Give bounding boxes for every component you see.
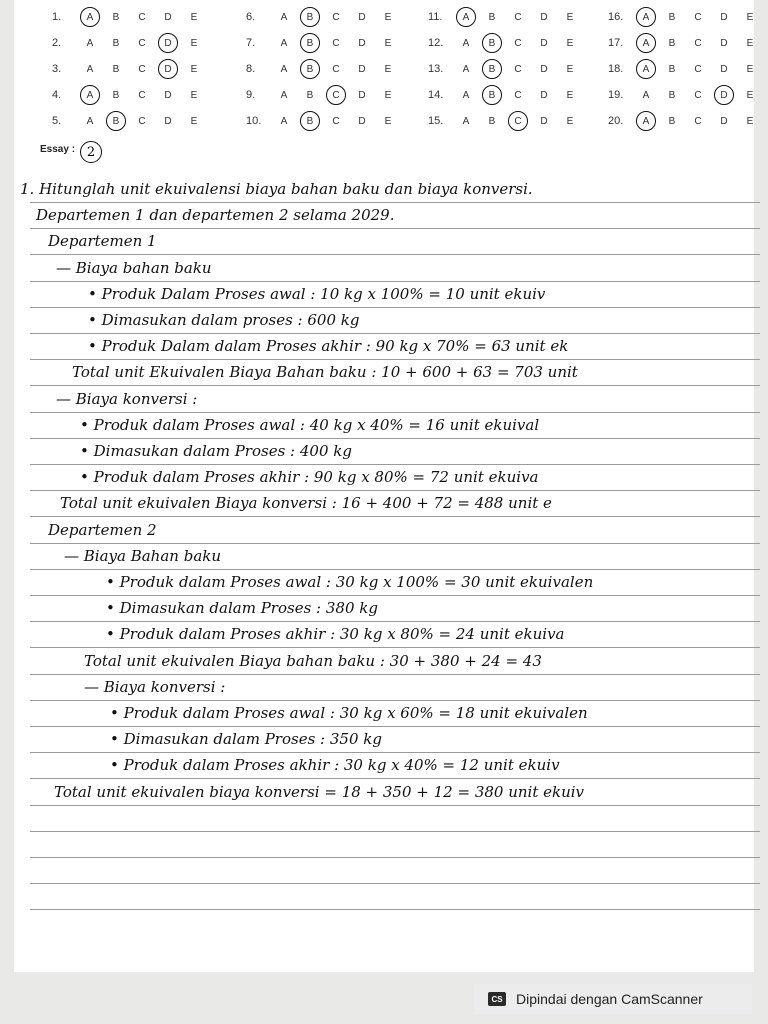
answer-option: B xyxy=(112,37,120,49)
question-number: 7. xyxy=(246,37,256,49)
essay-line: Total unit ekuivalen biaya konversi = 18 + 350 + 12 = 380 unit ekuiv xyxy=(54,782,585,801)
answer-option: A xyxy=(280,37,288,49)
ruled-line xyxy=(30,569,760,570)
mcq-question xyxy=(52,30,210,56)
answer-option: D xyxy=(358,63,366,75)
answer-option: E xyxy=(566,37,574,49)
question-number: 6. xyxy=(246,11,256,23)
essay-line: Departemen 2 xyxy=(48,520,157,539)
answer-option: C xyxy=(694,63,702,75)
answer-option: E xyxy=(566,115,574,127)
answer-option: C xyxy=(514,89,522,101)
ruled-line xyxy=(30,359,760,360)
selected-option: B xyxy=(106,111,126,131)
ruled-line xyxy=(30,543,760,544)
answer-option: C xyxy=(332,11,340,23)
answer-option: C xyxy=(332,63,340,75)
essay-label: Essay : xyxy=(40,144,76,155)
answer-option: A xyxy=(280,115,288,127)
mcq-question xyxy=(52,108,210,134)
essay-line: • Dimasukan dalam Proses : 380 kg xyxy=(106,599,378,618)
answer-option: D xyxy=(540,37,548,49)
essay-line: • Produk dalam Proses awal : 40 kg x 40% = 16 unit ekuival xyxy=(80,415,540,434)
answer-option: A xyxy=(280,89,288,101)
answer-option: E xyxy=(190,11,198,23)
ruled-line xyxy=(30,726,760,727)
answer-option: B xyxy=(306,89,314,101)
mcq-question xyxy=(608,4,766,30)
answer-option: B xyxy=(488,11,496,23)
answer-option: E xyxy=(746,115,754,127)
answer-option: A xyxy=(86,63,94,75)
answer-option: E xyxy=(566,63,574,75)
mcq-question xyxy=(246,56,404,82)
selected-option: A xyxy=(636,59,656,79)
answer-sheet xyxy=(14,0,754,972)
essay-line: • Produk dalam Proses akhir : 90 kg x 80% = 72 unit ekuiva xyxy=(80,468,539,487)
ruled-line xyxy=(30,281,760,282)
answer-option: C xyxy=(138,37,146,49)
answer-option: E xyxy=(190,37,198,49)
answer-option: C xyxy=(332,115,340,127)
answer-option: D xyxy=(358,37,366,49)
answer-option: C xyxy=(694,11,702,23)
answer-option: C xyxy=(514,11,522,23)
selected-option: B xyxy=(482,59,502,79)
answer-option: E xyxy=(566,11,574,23)
ruled-line xyxy=(30,464,760,465)
ruled-line xyxy=(30,228,760,229)
answer-option: A xyxy=(642,89,650,101)
ruled-line xyxy=(30,857,760,858)
ruled-line xyxy=(30,202,760,203)
answer-option: D xyxy=(164,11,172,23)
essay-line: 1. Hitunglah unit ekuivalensi biaya bahan baku dan biaya konversi. xyxy=(20,180,533,198)
essay-line: Departemen 1 xyxy=(48,232,157,251)
selected-option: B xyxy=(300,33,320,53)
selected-option: A xyxy=(80,7,100,27)
essay-line: • Dimasukan dalam Proses : 400 kg xyxy=(80,442,352,460)
answer-option: A xyxy=(280,63,288,75)
answer-option: D xyxy=(720,11,728,23)
answer-option: D xyxy=(720,115,728,127)
mcq-question xyxy=(246,108,404,134)
question-number: 12. xyxy=(428,37,444,49)
mcq-question xyxy=(608,30,766,56)
question-number: 18. xyxy=(608,63,624,75)
question-number: 16. xyxy=(608,11,624,23)
essay-line: — Biaya konversi : xyxy=(56,389,198,408)
selected-option: C xyxy=(508,111,528,131)
selected-option: B xyxy=(482,85,502,105)
ruled-line xyxy=(30,674,760,675)
answer-option: D xyxy=(164,89,172,101)
answer-option: C xyxy=(138,63,146,75)
answer-option: E xyxy=(746,89,754,101)
answer-option: C xyxy=(138,11,146,23)
question-number: 9. xyxy=(246,89,256,101)
answer-option: C xyxy=(694,115,702,127)
ruled-line xyxy=(30,516,760,517)
selected-option: B xyxy=(300,59,320,79)
answer-option: D xyxy=(540,63,548,75)
answer-option: A xyxy=(86,37,94,49)
answer-option: E xyxy=(384,89,392,101)
answer-option: A xyxy=(462,63,470,75)
answer-option: D xyxy=(720,63,728,75)
answer-option: E xyxy=(190,63,198,75)
answer-option: E xyxy=(746,11,754,23)
question-number: 13. xyxy=(428,63,444,75)
answer-option: C xyxy=(332,37,340,49)
question-number: 20. xyxy=(608,115,624,127)
question-number: 11. xyxy=(428,11,443,23)
answer-option: E xyxy=(190,89,198,101)
answer-option: C xyxy=(694,37,702,49)
ruled-line xyxy=(30,333,760,334)
ruled-line xyxy=(30,490,760,491)
answer-option: E xyxy=(566,89,574,101)
selected-option: D xyxy=(158,33,178,53)
selected-option: D xyxy=(714,85,734,105)
mcq-question xyxy=(608,108,766,134)
answer-option: E xyxy=(384,11,392,23)
answer-option: A xyxy=(86,115,94,127)
question-number: 4. xyxy=(52,89,62,101)
mcq-question xyxy=(428,4,586,30)
ruled-line xyxy=(30,595,760,596)
selected-option: A xyxy=(636,33,656,53)
watermark-text: Dipindai dengan CamScanner xyxy=(516,991,703,1007)
question-number: 5. xyxy=(52,115,62,127)
essay-line: • Produk dalam Proses akhir : 30 kg x 40% = 12 unit ekuiv xyxy=(110,756,560,775)
mcq-column xyxy=(608,4,766,134)
answer-option: D xyxy=(720,37,728,49)
answer-option: A xyxy=(462,115,470,127)
answer-option: D xyxy=(358,115,366,127)
ruled-line xyxy=(30,647,760,648)
answer-option: E xyxy=(384,115,392,127)
essay-line: — Biaya bahan baku xyxy=(56,258,212,277)
scanner-watermark xyxy=(474,984,752,1014)
answer-option: B xyxy=(668,37,676,49)
mcq-question xyxy=(246,82,404,108)
essay-line: • Dimasukan dalam proses : 600 kg xyxy=(88,311,360,329)
question-number: 10. xyxy=(246,115,262,127)
essay-line: • Produk dalam Proses akhir : 30 kg x 80% = 24 unit ekuiva xyxy=(106,625,565,644)
answer-option: B xyxy=(112,89,120,101)
essay-line: • Produk dalam Proses awal : 30 kg x 60% = 18 unit ekuivalen xyxy=(110,704,588,722)
answer-option: D xyxy=(540,89,548,101)
mcq-question xyxy=(246,30,404,56)
selected-option: C xyxy=(326,85,346,105)
question-number: 8. xyxy=(246,63,256,75)
ruled-line xyxy=(30,831,760,832)
mcq-question xyxy=(52,82,210,108)
answer-option: C xyxy=(514,63,522,75)
essay-line: Departemen 1 dan departemen 2 selama 2029. xyxy=(36,206,395,225)
question-number: 2. xyxy=(52,37,62,49)
ruled-line xyxy=(30,412,760,413)
answer-option: E xyxy=(746,37,754,49)
essay-line: Total unit ekuivalen Biaya bahan baku : 30 + 380 + 24 = 43 xyxy=(84,651,542,670)
mcq-column xyxy=(52,4,210,134)
mcq-question xyxy=(428,30,586,56)
ruled-line xyxy=(30,438,760,439)
ruled-line xyxy=(30,700,760,701)
question-number: 15. xyxy=(428,115,444,127)
answer-option: A xyxy=(462,89,470,101)
mcq-question xyxy=(52,56,210,82)
answer-option: E xyxy=(384,37,392,49)
answer-option: B xyxy=(668,63,676,75)
mcq-question xyxy=(246,4,404,30)
mcq-question xyxy=(428,82,586,108)
essay-line: • Produk Dalam Proses awal : 10 kg x 100% = 10 unit ekuiv xyxy=(88,284,546,303)
selected-option: A xyxy=(636,111,656,131)
question-number: 1. xyxy=(52,11,62,23)
answer-option: B xyxy=(112,11,120,23)
mcq-column xyxy=(428,4,586,134)
ruled-line xyxy=(30,621,760,622)
selected-option: A xyxy=(636,7,656,27)
essay-line: • Produk Dalam dalam Proses akhir : 90 kg x 70% = 63 unit ek xyxy=(88,337,569,356)
selected-option: D xyxy=(158,59,178,79)
question-number: 14. xyxy=(428,89,444,101)
answer-option: B xyxy=(668,115,676,127)
answer-option: D xyxy=(540,11,548,23)
ruled-line xyxy=(30,385,760,386)
mcq-column xyxy=(246,4,404,134)
ruled-line xyxy=(30,805,760,806)
essay-line: — Biaya konversi : xyxy=(84,677,226,696)
answer-option: E xyxy=(384,63,392,75)
selected-option: B xyxy=(300,111,320,131)
essay-line: • Produk dalam Proses awal : 30 kg x 100% = 30 unit ekuivalen xyxy=(106,573,594,591)
question-number: 3. xyxy=(52,63,62,75)
essay-number: 2 xyxy=(80,141,102,163)
answer-option: B xyxy=(112,63,120,75)
answer-option: D xyxy=(358,89,366,101)
selected-option: A xyxy=(80,85,100,105)
answer-option: C xyxy=(514,37,522,49)
answer-option: B xyxy=(668,11,676,23)
ruled-line xyxy=(30,883,760,884)
ruled-line xyxy=(30,752,760,753)
answer-option: A xyxy=(462,37,470,49)
question-number: 19. xyxy=(608,89,624,101)
question-number: 17. xyxy=(608,37,624,49)
mcq-question xyxy=(608,56,766,82)
essay-line: • Dimasukan dalam Proses : 350 kg xyxy=(110,730,382,749)
ruled-line xyxy=(30,909,760,910)
answer-option: B xyxy=(668,89,676,101)
essay-line: Total unit Ekuivalen Biaya Bahan baku : 10 + 600 + 63 = 703 unit xyxy=(72,363,578,382)
answer-option: C xyxy=(138,89,146,101)
answer-option: E xyxy=(746,63,754,75)
essay-line: — Biaya Bahan baku xyxy=(64,546,222,565)
answer-option: B xyxy=(488,115,496,127)
selected-option: B xyxy=(300,7,320,27)
selected-option: A xyxy=(456,7,476,27)
selected-option: B xyxy=(482,33,502,53)
answer-option: E xyxy=(190,115,198,127)
answer-option: C xyxy=(694,89,702,101)
answer-option: D xyxy=(164,115,172,127)
mcq-question xyxy=(428,56,586,82)
camscanner-icon: CS xyxy=(488,992,506,1006)
ruled-line xyxy=(30,778,760,779)
essay-line: Total unit ekuivalen Biaya konversi : 16 + 400 + 72 = 488 unit e xyxy=(60,494,552,513)
answer-option: D xyxy=(358,11,366,23)
answer-option: C xyxy=(138,115,146,127)
ruled-line xyxy=(30,307,760,308)
mcq-question xyxy=(608,82,766,108)
mcq-question xyxy=(52,4,210,30)
answer-option: A xyxy=(280,11,288,23)
multiple-choice-grid xyxy=(52,4,758,134)
mcq-question xyxy=(428,108,586,134)
answer-option: D xyxy=(540,115,548,127)
ruled-line xyxy=(30,254,760,255)
